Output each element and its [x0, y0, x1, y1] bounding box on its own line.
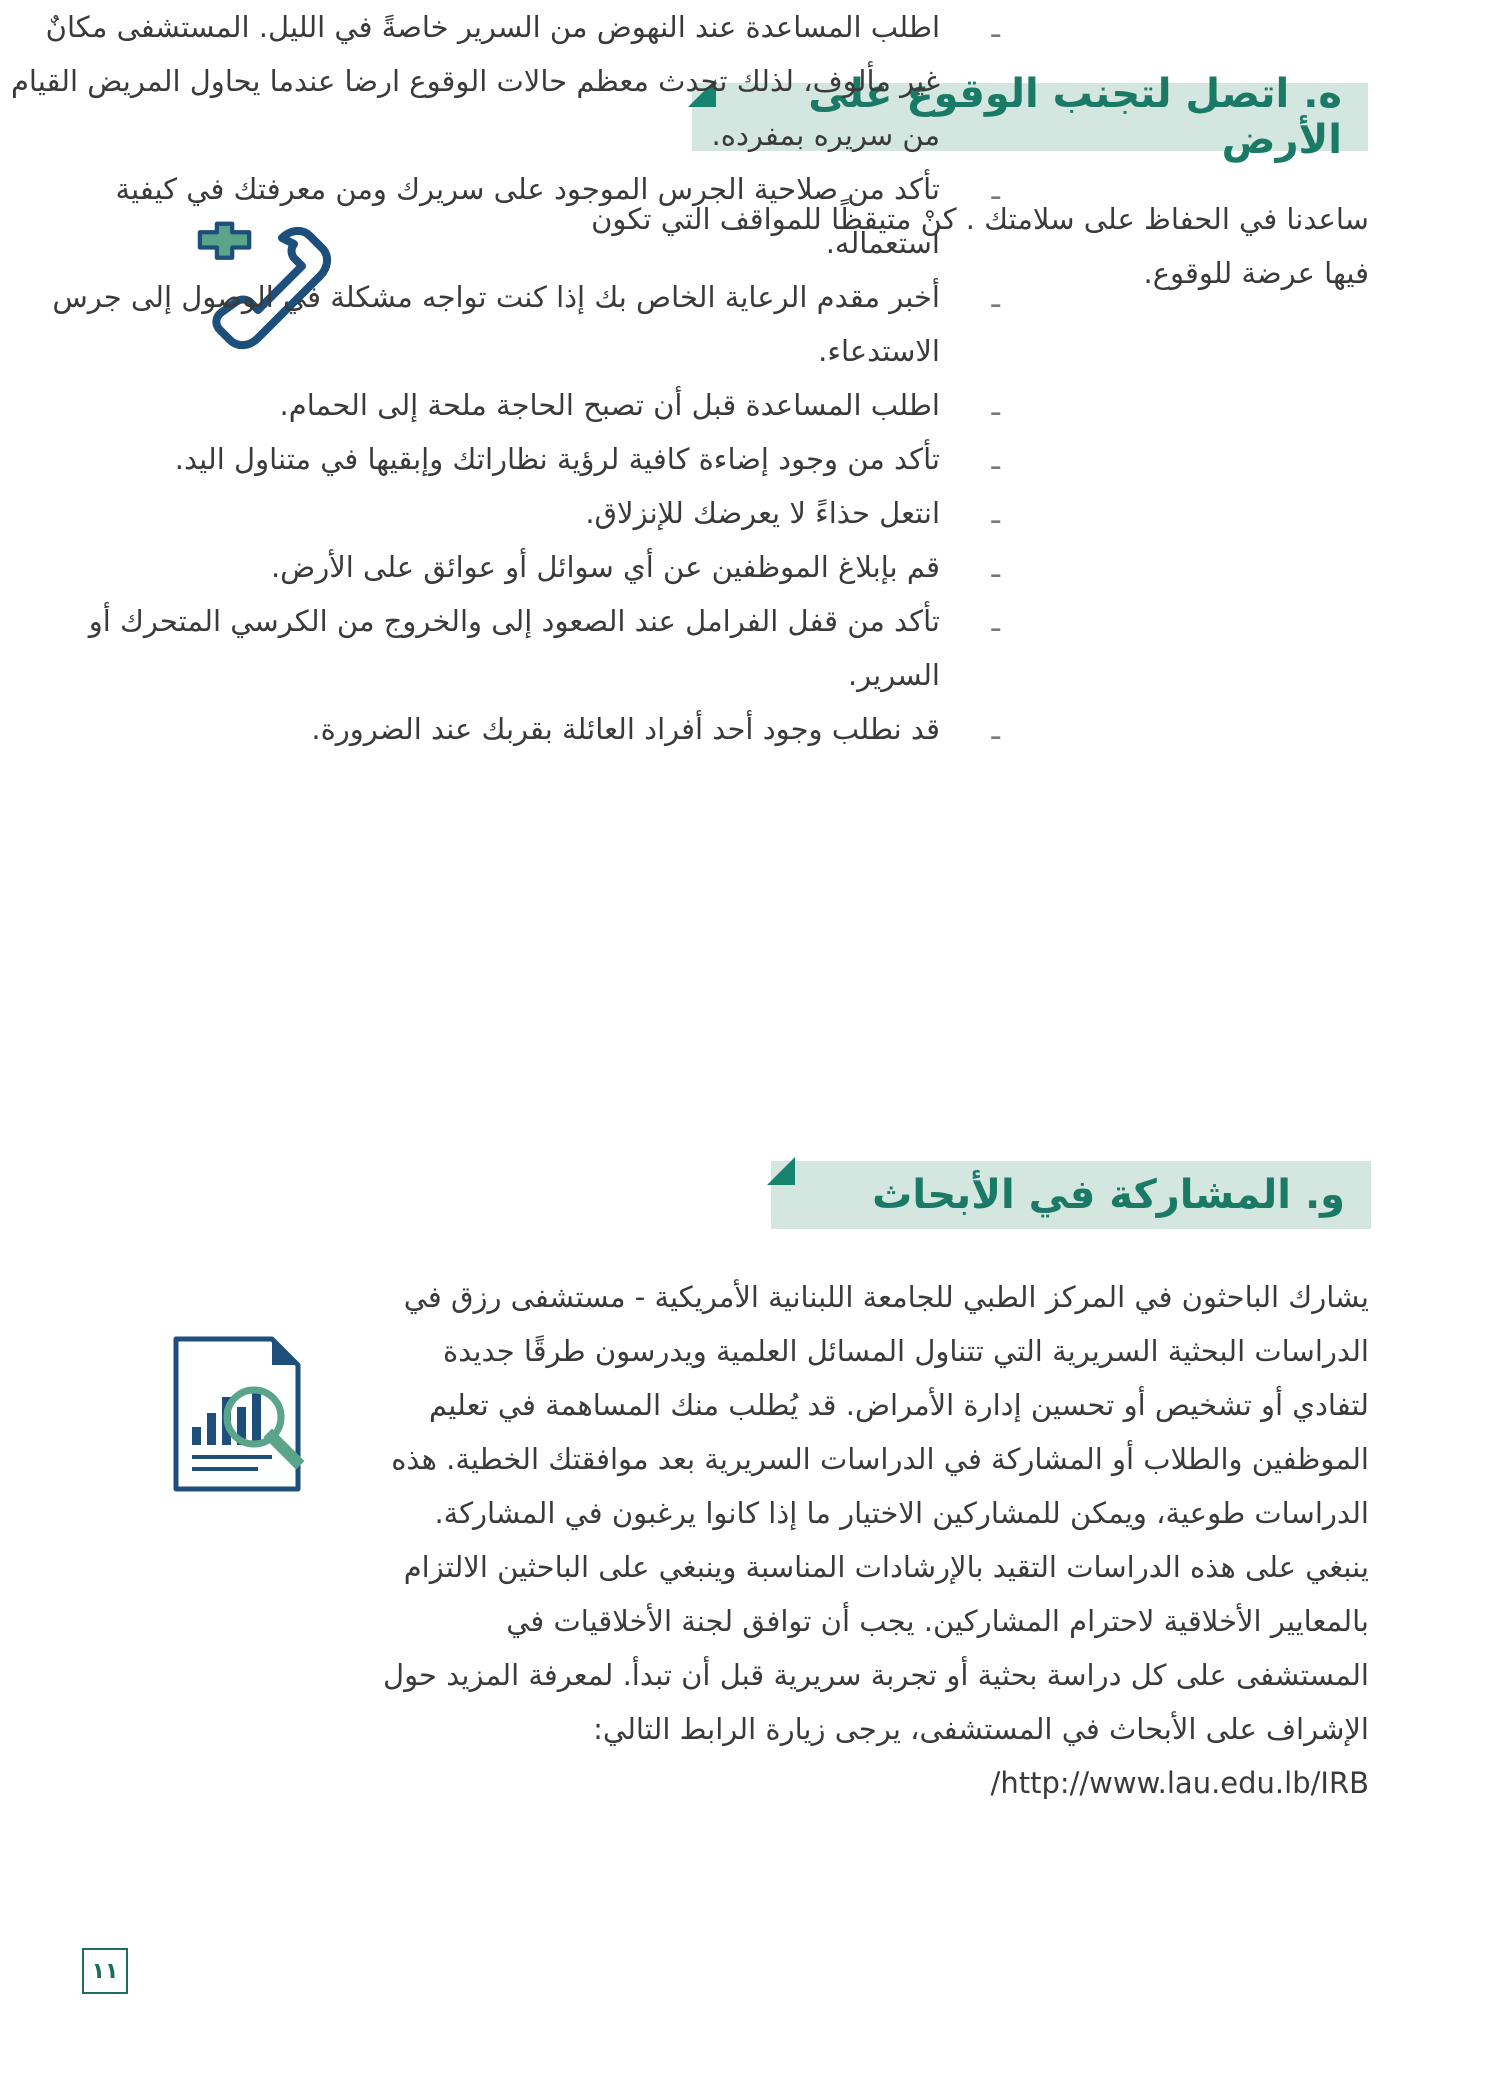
bullet-dash: ـ [991, 712, 1000, 746]
list-item-text: أخبر مقدم الرعاية الخاص بك إذا كنت تواجه مشكلة في الوصول إلى جرس الاستدعاء. [52, 280, 940, 368]
research-body-text: يشارك الباحثون في المركز الطبي للجامعة اللبنانية الأمريكية - مستشفى رزق في الدراسات البحثية السريرية التي تتناول المسائل العلمية ويدرسون طرقًا جديدة لتفادي أو تشخيص أو تحسين إدارة الأمراض. قد يُطلب منك المساهمة في تعليم الموظفين والطلاب أو المشاركة في الدراسات السريرية بعد موافقتك الخطية. هذه الدراسات طوعية، ويمكن للمشاركين الاختيار ما إذا كانوا يرغبون في المشاركة. ينبغي على هذه الدراسات التقيد بالإرشادات المناسبة وينبغي على الباحثين الالتزام بالمعايير الأخلاقية لاحترام المشاركين. يجب أن توافق لجنة الأخلاقيات في المستشفى على كل دراسة بحثية أو تجربة سريرية قبل أن تبدأ. لمعرفة المزيد حول الإشراف على الأبحاث في المستشفى، يرجى زيارة الرابط التالي: http://www.lau.edu.lb/IRB/ [383, 1280, 1369, 1800]
list-item [0, 702, 1000, 756]
list-item [0, 540, 1000, 594]
header-triangle-decoration [767, 1157, 795, 1185]
list-item-text: انتعل حذاءً لا يعرضك للإنزلاق. [585, 496, 940, 530]
list-item-text: قم بإبلاغ الموظفين عن أي سوائل أو عوائق على الأرض. [270, 550, 940, 584]
list-item-text: تأكد من صلاحية الجرس الموجود على سريرك ومن معرفتك في كيفية استعماله. [115, 172, 940, 260]
bullet-dash: ـ [991, 172, 1000, 206]
bullet-dash: ـ [991, 280, 1000, 314]
page-number: ١١ [82, 1948, 128, 1994]
list-item [0, 486, 1000, 540]
section-title-falls: ه. اتصل لتجنب الوقوع على الأرض [808, 71, 1342, 163]
bullet-dash: ـ [991, 496, 1000, 530]
bullet-dash: ـ [991, 604, 1000, 638]
falls-tips-list [0, 0, 1000, 756]
list-item-text: اطلب المساعدة عند النهوض من السرير خاصةً في الليل. المستشفى مكانٌ غير مألوف، لذلك تحدث معظم حالات الوقوع ارضا عندما يحاول المريض القيام من سريره بمفرده. [10, 10, 940, 152]
list-item-text: تأكد من وجود إضاءة كافية لرؤية نظاراتك وإبقيها في متناول اليد. [174, 442, 940, 476]
list-item [0, 594, 1000, 702]
section-header-research [771, 1161, 1371, 1229]
list-item-text: قد نطلب وجود أحد أفراد العائلة بقربك عند الضرورة. [311, 712, 940, 746]
bullet-dash: ـ [991, 10, 1000, 44]
list-item [0, 0, 1000, 162]
list-item [0, 162, 1000, 270]
list-item [0, 378, 1000, 432]
bullet-dash: ـ [991, 388, 1000, 422]
research-report-icon [170, 1335, 330, 1495]
list-item [0, 270, 1000, 378]
list-item-text: تأكد من قفل الفرامل عند الصعود إلى والخروج من الكرسي المتحرك أو السرير. [88, 604, 940, 692]
list-item-text: اطلب المساعدة قبل أن تصبح الحاجة ملحة إلى الحمام. [279, 388, 940, 422]
list-item [0, 432, 1000, 486]
falls-intro-text: ساعدنا في الحفاظ على سلامتك . كنْ متيقظًا للمواقف التي تكون فيها عرضة للوقوع. [591, 202, 1369, 290]
bullet-dash: ـ [991, 442, 1000, 476]
bullet-dash: ـ [991, 550, 1000, 584]
section-title-research: و. المشاركة في الأبحاث [872, 1172, 1345, 1218]
